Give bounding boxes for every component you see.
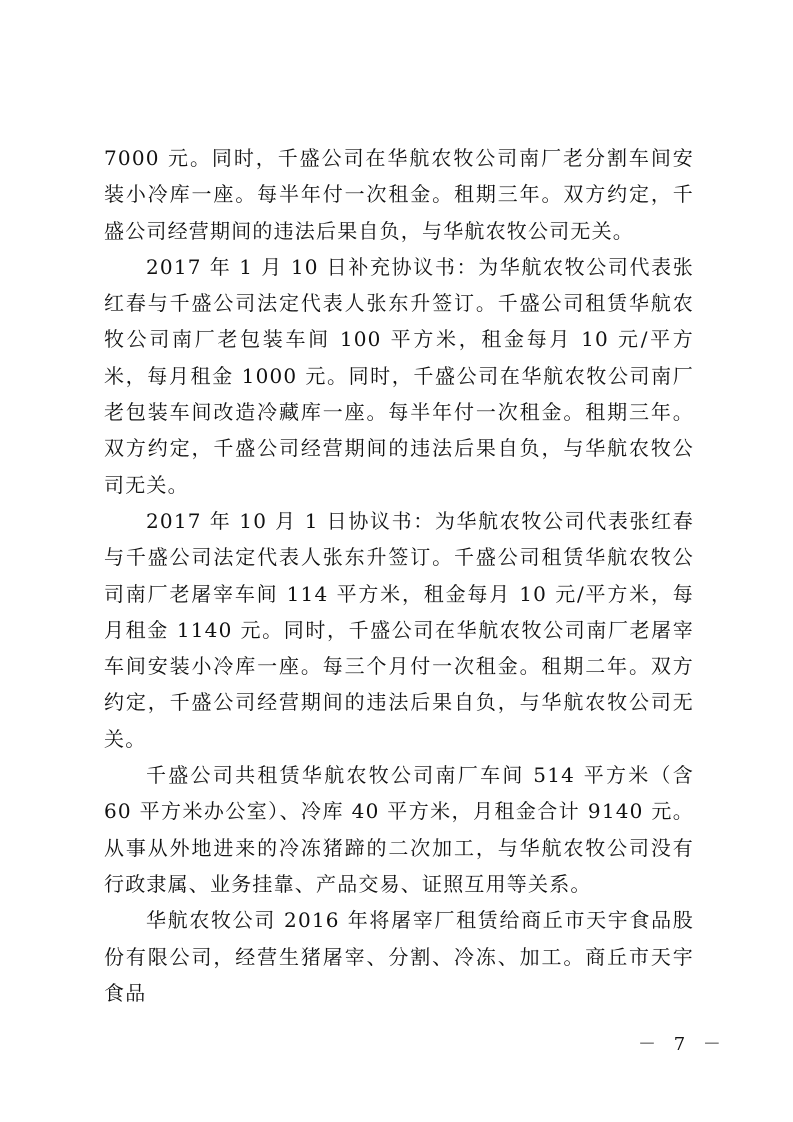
- paragraph-october-agreement: 2017 年 10 月 1 日协议书：为华航农牧公司代表张红春与千盛公司法定代表人张东升签订。千盛公司租赁华航农牧公司南厂老屠宰车间 114 平方米，租金每月 10 元/平方米，每月租金 1140 元。同时，千盛公司在华航农牧公司南厂老屠宰车间安装小冷库一座。每三个月付一次租金。租期二年。双方约定，千盛公司经营期间的违法后果自负，与华航农牧公司无关。: [104, 508, 694, 751]
- paragraph-lease-summary: 千盛公司共租赁华航农牧公司南厂车间 514 平方米（含 60 平方米办公室）、冷库 40 平方米，月租金合计 9140 元。从事从外地进来的冷冻猪蹄的二次加工，与华航农牧公司没有行政隶属、业务挂靠、产品交易、证照互用等关系。: [104, 763, 694, 896]
- paragraph-tianyu-lease: 华航农牧公司 2016 年将屠宰厂租赁给商丘市天宇食品股份有限公司，经营生猪屠宰、分割、冷冻、加工。商丘市天宇食品: [104, 908, 694, 1005]
- paragraph-supplementary-agreement: 2017 年 1 月 10 日补充协议书：为华航农牧公司代表张红春与千盛公司法定代表人张东升签订。千盛公司租赁华航农牧公司南厂老包装车间 100 平方米，租金每月 10 元/平方米，每月租金 1000 元。同时，千盛公司在华航农牧公司南厂老包装车间改造冷藏库一座。每半年付一次租金。租期三年。双方约定，千盛公司经营期间的违法后果自负，与华航农牧公司无关。: [104, 254, 694, 497]
- page-number: － 7 －: [638, 1034, 727, 1055]
- paragraph-continuation: 7000 元。同时，千盛公司在华航农牧公司南厂老分割车间安装小冷库一座。每半年付一次租金。租期三年。双方约定，千盛公司经营期间的违法后果自负，与华航农牧公司无关。: [104, 146, 694, 243]
- body-text: [104, 140, 694, 1011]
